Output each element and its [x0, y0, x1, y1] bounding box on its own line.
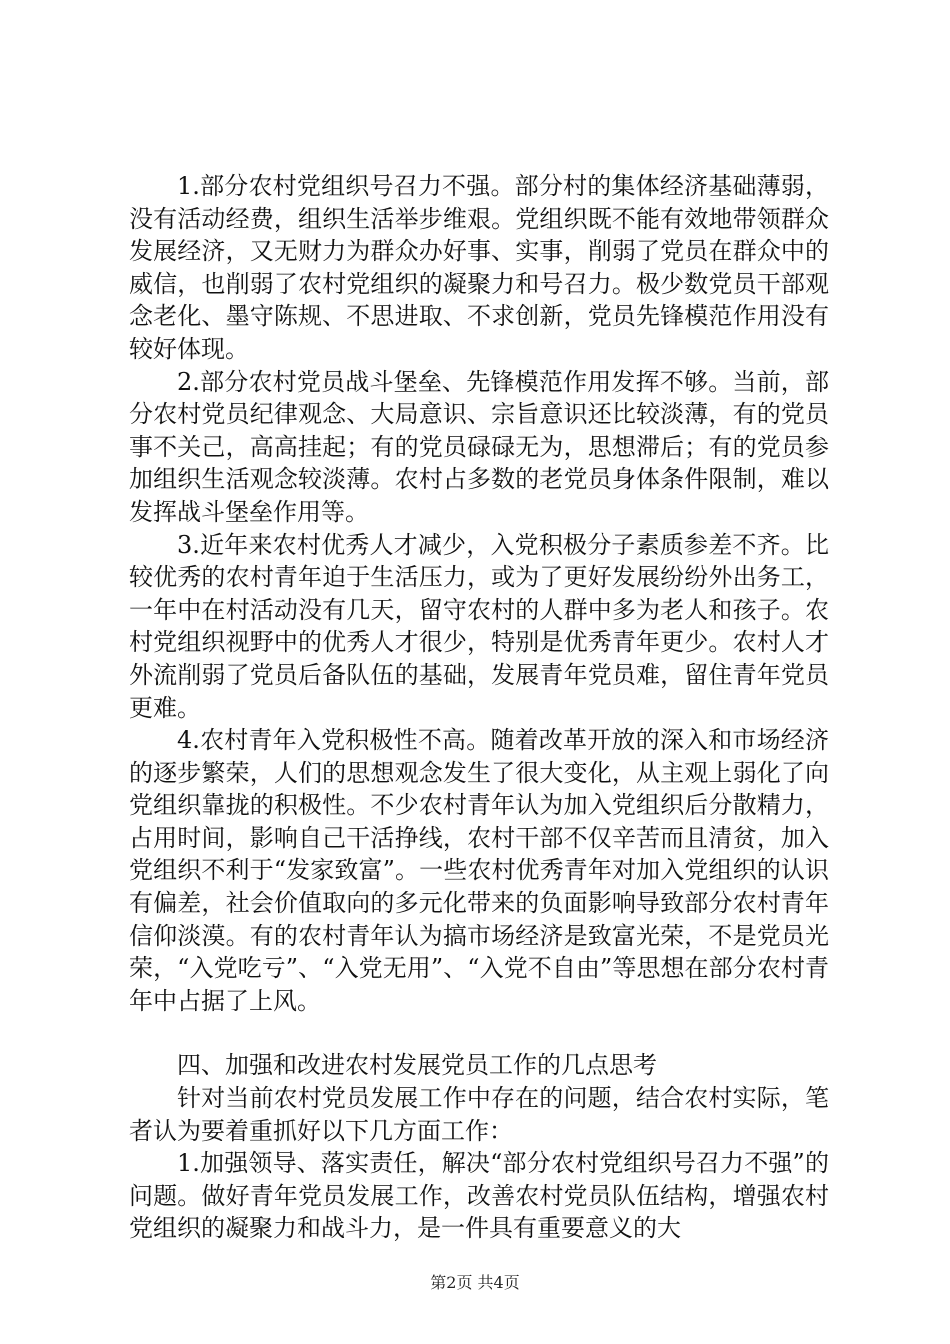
paragraph-bastion-role: 2.部分农村党员战斗堡垒、先锋模范作用发挥不够。当前，部分农村党员纪律观念、大局意识、宗旨意识还比较淡薄，有的党员事不关己，高高挂起；有的党员碌碌无为，思想滞后；有的党员参加组织生活观念较淡薄。农村占多数的老党员身体条件限制，难以发挥战斗堡垒作用等。: [129, 367, 829, 526]
paragraph-intro: 针对当前农村党员发展工作中存在的问题，结合农村实际，笔者认为要着重抓好以下几方面工作：: [129, 1084, 829, 1145]
paragraph-leadership: 1.加强领导、落实责任，解决“部分农村党组织号召力不强”的问题。做好青年党员发展工作，改善农村党员队伍结构，增强农村党组织的凝聚力和战斗力，是一件具有重要意义的大: [129, 1149, 829, 1243]
section-heading: 四、加强和改进农村发展党员工作的几点思考: [177, 1051, 657, 1080]
paragraph-weak-appeal: 1.部分农村党组织号召力不强。部分村的集体经济基础薄弱，没有活动经费，组织生活举步维艰。党组织既不能有效地带领群众发展经济，又无财力为群众办好事、实事，削弱了党员在群众中的威信，也削弱了农村党组织的凝聚力和号召力。极少数党员干部观念老化、墨守陈规、不思进取、不求创新，党员先锋模范作用没有较好体现。: [129, 172, 829, 363]
page-number-footer: 第2页 共4页: [430, 1273, 520, 1292]
paragraph-talent-decline: 3.近年来农村优秀人才减少，入党积极分子素质参差不齐。比较优秀的农村青年迫于生活压力，或为了更好发展纷纷外出务工，一年中在村活动没有几天，留守农村的人群中多为老人和孩子。农村党组织视野中的优秀人才很少，特别是优秀青年更少。农村人才外流削弱了党员后备队伍的基础，发展青年党员难，留住青年党员更难。: [129, 530, 829, 722]
document-body: [129, 170, 829, 1245]
paragraph-youth-enthusiasm: 4.农村青年入党积极性不高。随着改革开放的深入和市场经济的逐步繁荣，人们的思想观念发生了很大变化，从主观上弱化了向党组织靠拢的积极性。不少农村青年认为加入党组织后分散精力，占用时间，影响自己干活挣线，农村干部不仅辛苦而且清贫，加入党组织不利于“发家致富”。一些农村优秀青年对加入党组织的认识有偏差，社会价值取向的多元化带来的负面影响导致部分农村青年信仰淡漠。有的农村青年认为搞市场经济是致富光荣，不是党员光荣，“入党吃亏”、“入党无用”、“入党不自由”等思想在部分农村青年中占据了上风。: [129, 726, 829, 1015]
